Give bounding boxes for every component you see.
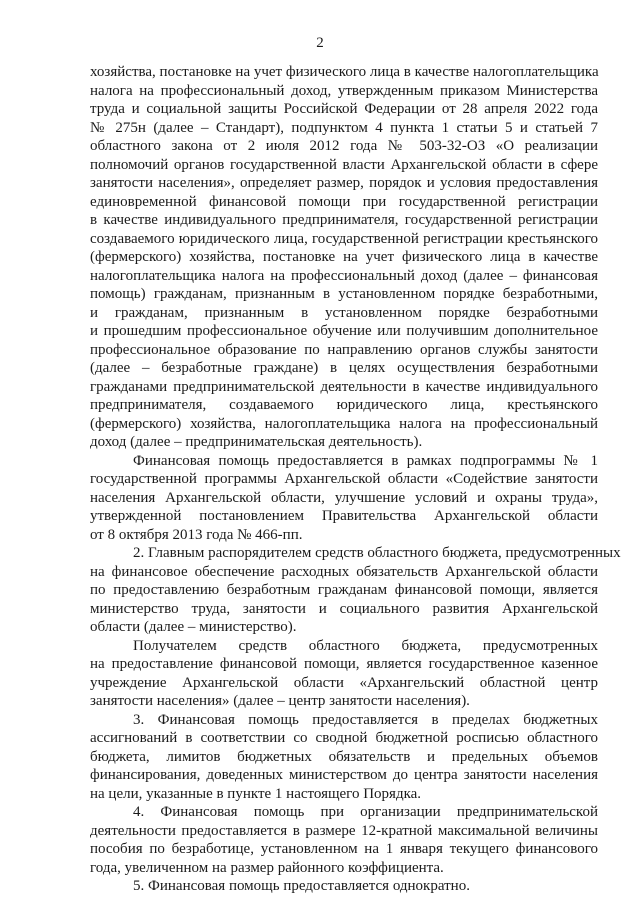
paragraph bbox=[90, 544, 621, 637]
text-line: министерство труда, занятости и социального развития Архангельской bbox=[90, 600, 598, 617]
text-line: населения Архангельской области, улучшение условий и охраны труда», bbox=[90, 489, 598, 506]
text-line: на цели, указанные в пункте 1 настоящего Порядка. bbox=[90, 785, 422, 802]
text-line: и гражданам, признанным в установленном порядке безработными bbox=[90, 304, 598, 321]
paragraph bbox=[90, 452, 598, 545]
text-line: 2. Главным распорядителем средств областного бюджета, предусмотренных bbox=[133, 545, 621, 561]
text-line: налогоплательщика налога на профессиональный доход (далее – финансовая bbox=[90, 267, 598, 284]
text-line: помощь) гражданам, признанным в установленном порядке безработными, bbox=[90, 286, 598, 302]
text-line: занятости населения» (далее – центр занятости населения). bbox=[90, 693, 470, 709]
text-line: областного закона от 2 июля 2012 года № 503-32-ОЗ «О реализации bbox=[90, 138, 598, 154]
text-line: единовременной финансовой помощи при государственной регистрации bbox=[90, 193, 598, 210]
text-line: налога на профессиональный доход, утвержденным приказом Министерства bbox=[90, 82, 598, 99]
text-line: в качестве индивидуального предпринимателя, государственной регистрации bbox=[90, 212, 598, 228]
text-line: Финансовая помощь предоставляется в рамках подпрограммы № 1 bbox=[133, 452, 598, 469]
text-line: 5. Финансовая помощь предоставляется однократно. bbox=[133, 878, 470, 894]
page-number: 2 bbox=[316, 35, 324, 51]
text-line: государственной программы Архангельской области «Содействие занятости bbox=[90, 471, 598, 487]
paragraph bbox=[90, 711, 598, 804]
text-line: (фермерского) хозяйства, налогоплательщика налога на профессиональный bbox=[90, 415, 598, 432]
text-line: утвержденной постановлением Правительства Архангельской области bbox=[90, 508, 598, 524]
text-line: 4. Финансовая помощь при организации предпринимательской bbox=[133, 804, 598, 820]
paragraph bbox=[90, 803, 598, 877]
text-line: от 8 октября 2013 года № 466-пп. bbox=[90, 526, 303, 543]
text-line: года, увеличенном на размер районного коэффициента. bbox=[90, 859, 444, 876]
text-line: и прошедшим профессиональное обучение или получившим дополнительное bbox=[90, 323, 598, 339]
paragraph bbox=[90, 877, 598, 896]
text-line: № 275н (далее – Стандарт), подпунктом 4 пункта 1 статьи 5 и статьей 7 bbox=[90, 119, 598, 136]
text-line: деятельности предоставляется в размере 12-кратной максимальной величины bbox=[90, 822, 598, 839]
paragraph bbox=[90, 637, 598, 711]
text-line: на предоставление финансовой помощи, является государственное казенное bbox=[90, 656, 598, 672]
text-line: финансирования, доведенных министерством до центра занятости населения bbox=[90, 767, 598, 783]
text-line: занятости населения», определяет размер, порядок и условия предоставления bbox=[90, 175, 598, 191]
text-line: доход (далее – предпринимательская деятельность). bbox=[90, 434, 423, 450]
text-line: Получателем средств областного бюджета, предусмотренных bbox=[133, 637, 598, 654]
paragraph bbox=[90, 63, 598, 452]
text-line: профессиональное образование по направлению органов службы занятости bbox=[90, 341, 598, 358]
text-line: (далее – безработные граждане) в целях осуществления безработными bbox=[90, 360, 598, 376]
text-line: по предоставлению безработным гражданам финансовой помощи, является bbox=[90, 582, 598, 598]
text-line: бюджета, лимитов бюджетных обязательств и предельных объемов bbox=[90, 748, 598, 765]
text-line: ассигнований в соответствии со сводной бюджетной росписью областного bbox=[90, 730, 598, 746]
text-line: труда и социальной защиты Российской Федерации от 28 апреля 2022 года bbox=[90, 101, 598, 117]
text-line: области (далее – министерство). bbox=[90, 619, 297, 635]
document-body bbox=[90, 63, 621, 896]
text-line: создаваемого юридического лица, государственной регистрации крестьянского bbox=[90, 230, 598, 247]
text-line: гражданами предпринимательской деятельности в качестве индивидуального bbox=[90, 378, 598, 395]
text-line: предпринимателя, создаваемого юридического лица, крестьянского bbox=[90, 397, 598, 413]
text-line: на финансовое обеспечение расходных обязательств Архангельской области bbox=[90, 563, 598, 580]
text-line: пособия по безработице, установленном на 1 января текущего финансового bbox=[90, 841, 598, 857]
text-line: учреждение Архангельской области «Архангельский областной центр bbox=[90, 674, 598, 691]
text-line: (фермерского) хозяйства, постановке на учет физического лица в качестве bbox=[90, 249, 598, 265]
text-line: 3. Финансовая помощь предоставляется в пределах бюджетных bbox=[133, 711, 598, 728]
text-line: полномочий органов государственной власти Архангельской области в сфере bbox=[90, 156, 598, 173]
text-line: хозяйства, постановке на учет физического лица в качестве налогоплательщика bbox=[90, 64, 599, 80]
